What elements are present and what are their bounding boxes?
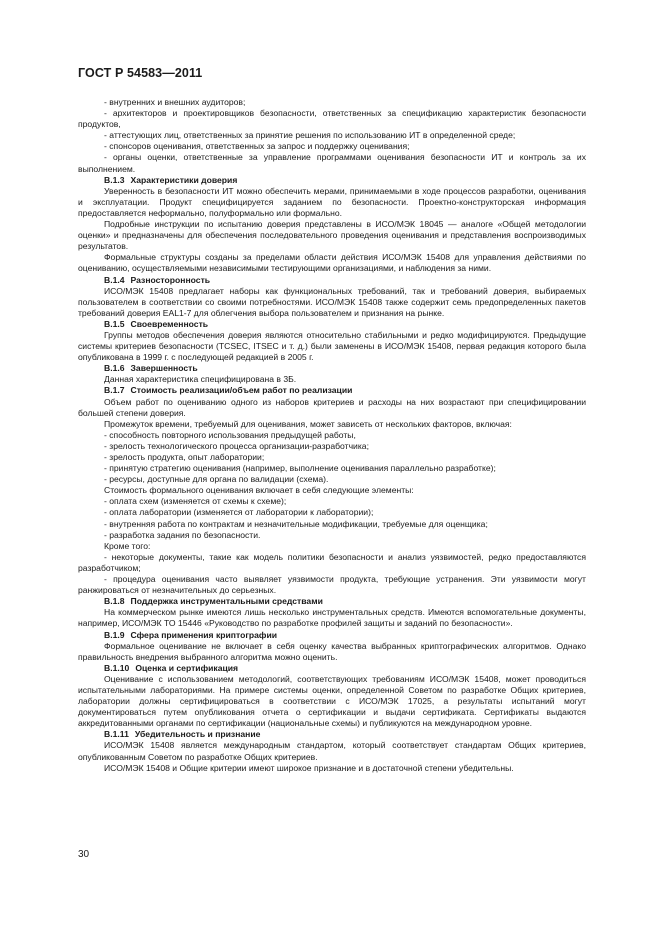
section-heading — [78, 630, 586, 641]
section-title: Своевременность — [130, 318, 209, 329]
document-body — [78, 97, 586, 774]
list-item: - оплата лаборатории (изменяется от лаборатории к лаборатории); — [104, 507, 374, 518]
page-number: 30 — [78, 849, 90, 860]
list-item: - спонсоров оценивания, ответственных за запрос и поддержку оценивания; — [104, 141, 410, 152]
paragraph: ИСО/МЭК 15408 предлагает наборы как функциональных требований, так и требований доверия, выбираемых пользователем в соответствии со своими потребностями. ИСО/МЭК 15408 также содержит семь предопределенных пакетов требований доверия EAL1-7 для облегчения выбора пользователем и признания на рынке. — [78, 285, 586, 318]
paragraph: Формальные структуры созданы за пределами области действия ИСО/МЭК 15408 для управления действиями по оцениванию, осуществляемыми независимыми тестирующими организациями, и наблюдения за ними. — [78, 252, 586, 274]
section-number: B.1.3 — [104, 174, 125, 185]
paragraph: Оценивание с использованием методологий, соответствующих требованиям ИСО/МЭК 15408, может проводиться испытательными лабораториями. На примере системы оценки, определенной Советом по разработке Общих критериев, лаборатории должны сертифицироваться в соответствии с ИСО/МЭК 17025, а результаты испытаний могут документироваться путем опубликования отчета о сертификации и выдачи сертификата. Сертификаты выдаются аккредитованными органами по сертификации (национальные схемы) и публикуются на международном уровне. — [78, 673, 586, 729]
section-heading — [78, 275, 586, 286]
section-number: B.1.4 — [104, 274, 125, 285]
list-item: - архитекторов и проектировщиков безопасности, ответственных за спецификацию характеристик безопасности продуктов, — [78, 108, 586, 130]
list-item: - разработка задания по безопасности. — [104, 529, 261, 540]
list-item: - аттестующих лиц, ответственных за принятие решения по использованию ИТ в определенной среде; — [104, 130, 516, 141]
section-number: B.1.10 — [104, 662, 130, 673]
section-number: B.1.7 — [104, 385, 125, 396]
paragraph: ИСО/МЭК 15408 является международным стандартом, который соответствует стандартам Общих критериев, опубликованным Советом по разработке Общих критериев. — [78, 740, 586, 762]
section-title: Сфера применения криптографии — [130, 629, 278, 640]
document-header: ГОСТ Р 54583—2011 — [78, 66, 203, 80]
list-item: - ресурсы, доступные для органа по валидации (схема). — [104, 474, 329, 485]
paragraph: Формальное оценивание не включает в себя оценку качества выбранных криптографических алгоритмов. Однако правильность внедрения выбранного алгоритма можно оценить. — [78, 640, 586, 662]
section-title: Характеристики доверия — [130, 174, 238, 185]
list-item: - процедура оценивания часто выявляет уязвимости продукта, требующие устранения. Эти уязвимости могут ранжироваться от незначительных до серьезных. — [78, 574, 586, 596]
list-item: - оплата схем (изменяется от схемы к схеме); — [104, 496, 287, 507]
list-item: - внутренняя работа по контрактам и незначительные модификации, требуемые для оценщика; — [104, 518, 488, 529]
section-heading — [78, 596, 586, 607]
section-number: B.1.11 — [104, 729, 129, 740]
paragraph: Уверенность в безопасности ИТ можно обеспечить мерами, принимаемыми в ходе процессов разработки, оценивания и эксплуатации. Продукт специфицируется заданием по безопасности. Проектно-конструкторская информация предоставляется неформально, полуформально или формально. — [78, 185, 586, 218]
section-title: Поддержка инструментальными средствами — [130, 596, 323, 607]
list-item: - некоторые документы, такие как модель политики безопасности и анализ уязвимостей, редко предоставляются разработчиком; — [78, 551, 586, 573]
paragraph: Группы методов обеспечения доверия являются относительно стабильными и редко модифицируются. Предыдущие системы критериев безопасности (TCSEC, ITSEC и т. д.) были заменены в ИСО/МЭК 15408, первая редакция которого была опубликована в 1999 г. с последующей редакцией в 2005 г. — [78, 329, 586, 363]
paragraph: Данная характеристика специфицирована в 3Б. — [104, 374, 297, 385]
section-title: Стоимость реализации/объем работ по реализации — [130, 385, 353, 396]
section-number: B.1.9 — [104, 629, 125, 640]
paragraph: Кроме того: — [104, 540, 151, 551]
paragraph: Подробные инструкции по испытанию доверия представлены в ИСО/МЭК 18045 — аналоге «Общей методологии оценки» и предназначены для обеспечения последовательного проведения оценивания и представления воспроизводимых результатов. — [78, 219, 586, 252]
paragraph: ИСО/МЭК 15408 и Общие критерии имеют широкое признание и в достаточной степени убедительны. — [104, 762, 514, 773]
section-number: B.1.8 — [104, 596, 125, 607]
section-heading — [78, 319, 586, 330]
list-item: - способность повторного использования предыдущей работы, — [104, 429, 356, 440]
section-title: Убедительность и признание — [134, 729, 261, 740]
paragraph: Стоимость формального оценивания включает в себя следующие элементы: — [104, 485, 414, 496]
section-number: B.1.5 — [104, 318, 125, 329]
paragraph: Промежуток времени, требуемый для оценивания, может зависеть от нескольких факторов, включая: — [104, 418, 512, 429]
list-item: - внутренних и внешних аудиторов; — [104, 97, 246, 107]
section-number: B.1.6 — [104, 363, 125, 374]
list-item: - зрелость продукта, опыт лаборатории; — [104, 452, 265, 462]
section-title: Оценка и сертификация — [135, 662, 239, 673]
section-title: Завершенность — [130, 363, 198, 374]
paragraph: Объем работ по оцениванию одного из наборов критериев и расходы на них возрастают при специфицировании большей степени доверия. — [78, 396, 586, 418]
list-item: - органы оценки, ответственные за управление программами оценивания безопасности ИТ и контроль за их выполнением. — [78, 152, 586, 174]
paragraph: На коммерческом рынке имеются лишь несколько инструментальных средств. Имеются вспомогательные документы, например, ИСО/МЭК ТО 15446 «Руководство по разработке профилей защиты и заданий по безопасности». — [78, 607, 586, 629]
section-title: Разносторонность — [130, 274, 211, 285]
section-heading — [78, 175, 586, 186]
section-heading — [78, 385, 586, 396]
section-heading — [78, 663, 586, 674]
list-item: - принятую стратегию оценивания (например, выполнение оценивания параллельно разработке); — [104, 463, 496, 474]
section-heading — [78, 363, 586, 374]
list-item: - зрелость технологического процесса организации-разработчика; — [104, 440, 369, 451]
section-heading — [78, 729, 586, 740]
